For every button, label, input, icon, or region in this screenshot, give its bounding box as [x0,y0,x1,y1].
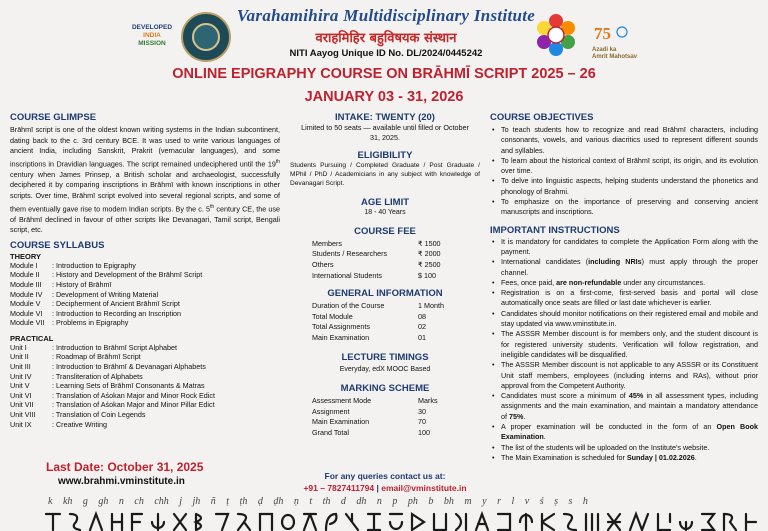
instruction-item [490,278,758,288]
theory-label: THEORY [10,251,41,261]
info-key: Total Assignments [312,322,370,332]
module-key: Module VI [10,308,43,318]
fee-row [312,239,480,250]
info-row [312,322,480,333]
instr-text: ) must apply through the proper channel. [501,257,759,277]
unit-value: : Introduction to Brāhmī Script Alphabet [52,342,178,352]
header [0,0,768,62]
fee-row [312,260,480,271]
fee-table [290,239,480,282]
institute-name: Varahamihira Multidisciplinary Institute [236,6,536,25]
unit-row [10,410,280,420]
unit-key: Unit II [10,352,29,362]
instr-text: in all assessment types, including assignments and the main examination, and maintain a mandatory attendance of [501,391,758,421]
marking-scheme-heading: MARKING SCHEME [340,382,430,394]
marking-key: Grand Total [312,428,350,438]
instr-bold: 45% [628,391,644,401]
info-row [312,312,480,323]
intake-heading: INTAKE: TWENTY (20) [335,112,435,123]
fee-row [312,271,480,282]
marking-value: 70 [418,417,426,427]
info-value: 02 [418,322,426,332]
module-row [10,299,280,309]
unit-key: Unit IX [10,419,32,429]
course-dates: JANUARY 03 - 31, 2026 [304,89,464,105]
developed-india-mission-logo [128,24,176,54]
unit-key: Unit VI [10,390,32,400]
instr-text: A proper examination will be conducted in the form of an [501,422,717,432]
instr-text: Candidates must score a minimum of [501,391,629,401]
module-row [10,261,280,271]
info-row [312,333,480,344]
glimpse-part-3: century CE, the use of Brāhmī declined in favour of other scripts like Devanagari, Tamil script, Bengali script, etc. [10,203,280,235]
unit-value: : Translation of Aśokan Major and Minor Pillar Edict [52,400,215,410]
info-row [312,301,480,312]
unit-value: : Transliteration of Alphabets [52,371,143,381]
glimpse-part-1: Brāhmī script is one of the oldest known writing systems in the Indian subcontinent, dating back to the c. 3rd century BCE. It was used to write various languages of ancient India, including Sanskrit, Prakrit (vernacular languages), and some inscriptions in Dravidian languages. The script remained undeciphered until the [10,125,280,169]
instruction-item: • The list of the students will be uploaded on the Institute's website. [490,443,758,453]
glimpse-sup-5: 5 [206,203,211,213]
left-column [10,112,280,429]
practical-list [10,343,280,429]
glimpse-sup-th-2: th [210,203,215,210]
marking-value: 100 [418,428,430,438]
info-key: Main Examination [312,333,370,343]
info-value: 1 Month [418,300,444,310]
contact-phone[interactable]: +91 – 7827411794 [303,483,375,493]
module-row [10,318,280,328]
module-value: : Introduction to Epigraphy [52,260,136,270]
marking-row [312,396,480,407]
instruction-item: • The ASSSR Member discount is not applicable to any ASSSR or its Constituent Unit staff members, employees (including interns and RAs), without prior approval from the Competent Authority. [490,360,758,391]
logo-line-3: MISSION [138,40,166,47]
course-glimpse-text [10,125,280,236]
logo-line-2: INDIA [143,32,161,39]
info-value: 01 [418,333,426,343]
unit-key: Unit VII [10,400,34,410]
unit-value: : Translation of Aśokan Major and Minor Rock Edict [52,390,215,400]
contact-email[interactable]: email@vminstitute.in [381,483,467,493]
info-key: Duration of the Course [312,300,385,310]
general-info-table [290,301,480,344]
lecture-timings-text: Everyday, edX MOOC Based [339,365,431,373]
theory-list [10,261,280,328]
age-limit-heading: AGE LIMIT [360,196,410,208]
module-row [10,309,280,319]
azadi-75-icon [592,24,638,42]
important-instructions-heading: IMPORTANT INSTRUCTIONS [490,224,620,236]
instructions-list [490,237,758,464]
lecture-timings-heading: LECTURE TIMINGS [341,351,429,363]
unit-row [10,400,280,410]
contact-separator: | [374,483,382,493]
objective-item: • To teach students how to recognize and read Brāhmī characters, including consonants, vowels, and various diacritics used to represent different sounds and syllables. [490,125,758,156]
objective-item: • To delve into linguistic aspects, helping students understand the phonetics and phonology of Brahmi. [490,176,758,197]
general-info-heading: GENERAL INFORMATION [327,287,443,299]
intake-text: Limited to 50 seats — available until filled or October 31, 2025. [301,123,469,142]
module-row [10,270,280,280]
objectives-list [490,125,758,218]
logo-line-1: DEVELOPED [131,24,173,31]
contact-info [290,470,480,494]
right-column [490,112,758,463]
unit-value: : Translation of Coin Legends [52,410,146,420]
seal-inner-ring [192,23,220,51]
objective-item: • To emphasize on the importance of preserving and conserving ancient manuscripts and inscriptions. [490,197,758,218]
instr-text: Fees, once paid, [501,277,557,287]
brahmi-glyphs [46,514,756,530]
module-value: : Development of Writing Material [52,289,159,299]
objective-item: • To learn about the historical context of Brāhmī script, its origin, and its evolution over time. [490,156,758,177]
marking-table [290,396,480,439]
unit-row [10,420,280,430]
instruction-item: • It is mandatory for candidates to complete the Application Form along with the payment. [490,237,758,258]
course-objectives-heading: COURSE OBJECTIVES [490,112,594,123]
fee-amount: ₹ 1500 [418,238,441,248]
practical-label: PRACTICAL [10,333,54,343]
instr-bold: Open Book Examination [501,422,758,442]
module-value: : Problems in Epigraphy [52,318,129,328]
unit-key: Unit VIII [10,410,36,420]
marking-value: 30 [418,406,426,416]
azadi-ka-amrit-mahotsav-logo [592,24,638,58]
contact-line [290,482,480,494]
instruction-item [490,422,758,443]
marking-key: Assessment Mode [312,395,372,405]
marking-key: Main Examination [312,417,370,427]
institute-seal-logo [181,12,231,62]
instruction-item [490,391,758,422]
middle-column [290,112,480,439]
instr-bold: Sunday | 01.02.2026 [626,452,695,462]
module-value: : History and Development of the Brāhmī Script [52,270,203,280]
fee-amount: ₹ 2000 [418,249,441,259]
marking-key: Assignment [312,406,350,416]
unit-key: Unit V [10,381,30,391]
instruction-item [490,257,758,278]
unit-key: Unit IV [10,371,32,381]
module-key: Module II [10,270,40,280]
unit-value: : Roadmap of Brāhmī Script [52,352,141,362]
module-key: Module III [10,279,42,289]
marking-row [312,417,480,428]
instr-bold: including NRIs [588,257,642,267]
marking-value: Marks [418,395,438,405]
transliteration-row: k kh g gh n ch chh j jh ñ ṭ ṭh ḍ ḍh ṇ t th d dh n p ph b bh m y r l v ś ṣ s h [48,496,588,507]
eligibility-text: Students Pursuing / Completed Graduate / Post Graduate / MPhil / PhD / Academicians in any subject with knowledge of Devanagari Script. [290,161,480,188]
marking-row [312,407,480,418]
instruction-item [490,453,758,463]
fee-category: Others [312,260,334,270]
fee-row [312,249,480,260]
instruction-item: • Candidates should monitor notifications on their registered email and mobile and stay updated via www.vminstitute.in. [490,309,758,330]
info-key: Total Module [312,311,353,321]
unit-key: Unit III [10,362,31,372]
last-date: Last Date: October 31, 2025 [46,460,204,474]
unit-row [10,352,280,362]
instr-text: International candidates ( [501,257,589,267]
course-fee-heading: COURSE FEE [354,225,416,237]
module-row [10,290,280,300]
instruction-item: • The ASSSR Member discount is for members only, and the student discount is for registered university students. Verification will follow registration, and ineligible candidates will be disqualified. [490,329,758,360]
unit-row [10,362,280,372]
unit-key: Unit I [10,342,27,352]
instr-text: . [543,432,546,442]
instr-text: The Main Examination is scheduled for [501,452,627,462]
course-syllabus-heading: COURSE SYLLABUS [10,239,105,251]
glimpse-sup-th-1: th [275,158,280,165]
unit-row [10,391,280,401]
module-row [10,280,280,290]
unit-value: : Learning Sets of Brāhmī Consonants & Matras [52,381,205,391]
azadi-line-1: Azadi ka [592,47,617,53]
eligibility-heading: ELIGIBILITY [357,149,413,161]
institute-name-hindi: वराहमिहिर बहुविषयक संस्थान [315,31,457,46]
website-link[interactable]: www.brahmi.vminstitute.in [58,476,185,487]
glimpse-part-2: century when James Prinsep, a British scholar and archaeologist, successfully deciphered it by comparing inscriptions in Brāhmī with known inscriptions in other scripts. Over time, Brāhmī script evolved into several regional scripts, and some of them eventually gave rise to modern Indian scripts. By the c. [10,169,280,213]
fee-category: Students / Researchers [312,249,388,259]
instr-text: under any circumstances. [621,277,706,287]
course-glimpse-heading: COURSE GLIMPSE [10,112,97,123]
unit-value: : Introduction to Brāhmī & Devanagari Alphabets [52,362,206,372]
fee-amount: $ 100 [418,271,436,280]
instr-text: . [523,411,526,421]
glimpse-sup-19: 19 [267,159,276,169]
unit-value: : Creative Writing [52,419,107,429]
contact-label: For any queries contact us at: [324,471,446,481]
unit-row [10,343,280,353]
azadi-line-2: Amrit Mahotsav [592,54,638,60]
fee-category: Members [312,238,342,248]
unit-row [10,381,280,391]
course-title: ONLINE EPIGRAPHY COURSE ON BRĀHMĪ SCRIPT 2025 – 26 [172,66,596,82]
module-key: Module IV [10,289,43,299]
marking-row [312,428,480,439]
brahmi-glyph-strip [40,508,760,531]
flower-logo [533,11,579,59]
module-value: : History of Brāhmī [52,279,112,289]
fee-amount: ₹ 2500 [418,260,441,270]
instruction-item: • Registration is on a first-come, first-served basis and portal will close automatically once seats are filled or last date whichever is earlier. [490,288,758,309]
svg-text:75: 75 [594,24,611,42]
fee-category: International Students [312,271,382,280]
module-key: Module I [10,260,38,270]
age-limit-text: 18 - 40 Years [364,208,406,216]
instr-bold: 75% [509,411,524,421]
module-value: : Decipherment of Ancient Brāhmī Script [52,299,180,309]
module-key: Module V [10,299,41,309]
instr-bold: are non-refundable [556,277,622,287]
module-value: : Introduction to Recording an Inscription [52,308,182,318]
info-value: 08 [418,311,426,321]
instr-text: . [694,452,697,462]
module-key: Module VII [10,318,45,328]
niti-aayog-id: NITI Aayog Unique ID No. DL/2024/0445242 [289,48,483,59]
unit-row [10,372,280,382]
